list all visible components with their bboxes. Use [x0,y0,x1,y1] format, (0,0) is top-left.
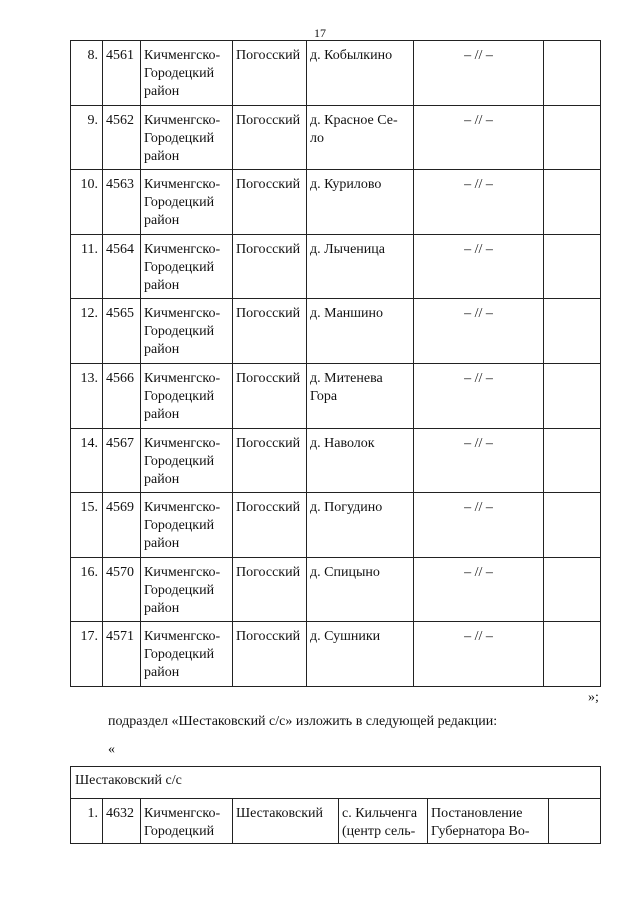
row-raion: Кичменгско-Городецкий район [141,170,233,235]
row-place: д. Кобылкино [307,41,414,106]
row-selsovet: Погосский [233,428,307,493]
row-empty-cell [544,622,601,687]
row-number: 9. [71,105,103,170]
table-row [71,493,601,558]
row-number: 1. [71,799,103,844]
row-selsovet: Погосский [233,299,307,364]
table-row [71,428,601,493]
row-raion: Кичменгско-Городецкий район [141,363,233,428]
row-empty-cell [544,363,601,428]
table-row [71,234,601,299]
row-raion: Кичменгско-Городецкий район [141,234,233,299]
closing-quote: »; [588,690,599,705]
row-empty-cell [544,234,601,299]
row-empty-cell [544,493,601,558]
row-document: – // – [414,363,544,428]
row-place: д. Митенева Гора [307,363,414,428]
row-place: д. Наволок [307,428,414,493]
row-code: 4571 [103,622,141,687]
row-raion: Кичменгско-Городецкий район [141,428,233,493]
row-document: – // – [414,557,544,622]
row-raion: Кичменгско-Городецкий район [141,41,233,106]
table-row [71,622,601,687]
row-document: – // – [414,428,544,493]
row-place: д. Лыченица [307,234,414,299]
row-document: – // – [414,299,544,364]
table-row [71,363,601,428]
row-document: – // – [414,41,544,106]
row-place: д. Спицыно [307,557,414,622]
row-empty-cell [544,299,601,364]
row-empty-cell [544,170,601,235]
table-row [71,41,601,106]
settlements-table [70,40,601,687]
row-place: д. Маншино [307,299,414,364]
table-row [71,799,601,844]
row-number: 15. [71,493,103,558]
row-place: д. Курилово [307,170,414,235]
section-header: Шестаковский с/с [71,767,601,799]
row-selsovet: Шестаковский [233,799,339,844]
row-place: д. Сушники [307,622,414,687]
row-selsovet: Погосский [233,41,307,106]
row-selsovet: Погосский [233,622,307,687]
row-place: д. Погудино [307,493,414,558]
row-raion: Кичменгско-Городецкий район [141,105,233,170]
section-header-row [71,767,601,799]
opening-quote: « [108,742,115,757]
row-number: 10. [71,170,103,235]
row-code: 4563 [103,170,141,235]
row-place: с. Кильченга (центр сель- [339,799,428,844]
row-empty-cell [544,557,601,622]
row-raion: Кичменгско-Городецкий район [141,557,233,622]
row-code: 4562 [103,105,141,170]
row-code: 4567 [103,428,141,493]
row-raion: Кичменгско-Городецкий район [141,299,233,364]
row-code: 4565 [103,299,141,364]
row-number: 11. [71,234,103,299]
row-document: – // – [414,622,544,687]
row-number: 14. [71,428,103,493]
row-document: – // – [414,493,544,558]
row-empty-cell [544,428,601,493]
row-number: 12. [71,299,103,364]
table-row [71,105,601,170]
row-code: 4569 [103,493,141,558]
table-row [71,557,601,622]
instruction-text: подраздел «Шестаковский с/с» изложить в следующей редакции: [108,714,498,729]
row-place: д. Красное Се-ло [307,105,414,170]
row-number: 8. [71,41,103,106]
table-row [71,170,601,235]
row-selsovet: Погосский [233,557,307,622]
row-number: 13. [71,363,103,428]
row-document: – // – [414,170,544,235]
page-number: 17 [314,26,326,40]
row-code: 4632 [103,799,141,844]
row-selsovet: Погосский [233,105,307,170]
row-document: – // – [414,234,544,299]
row-empty-cell [544,41,601,106]
row-code: 4564 [103,234,141,299]
row-code: 4561 [103,41,141,106]
row-number: 17. [71,622,103,687]
row-selsovet: Погосский [233,170,307,235]
row-selsovet: Погосский [233,363,307,428]
row-raion: Кичменгско-Городецкий [141,799,233,844]
row-document: Постановление Губернатора Во- [428,799,549,844]
shestakovsky-table [70,766,601,844]
row-code: 4570 [103,557,141,622]
row-number: 16. [71,557,103,622]
row-empty-cell [549,799,601,844]
row-document: – // – [414,105,544,170]
row-raion: Кичменгско-Городецкий район [141,622,233,687]
row-selsovet: Погосский [233,493,307,558]
row-code: 4566 [103,363,141,428]
settlements-table-body [71,41,601,687]
table-row [71,299,601,364]
row-empty-cell [544,105,601,170]
row-raion: Кичменгско-Городецкий район [141,493,233,558]
row-selsovet: Погосский [233,234,307,299]
